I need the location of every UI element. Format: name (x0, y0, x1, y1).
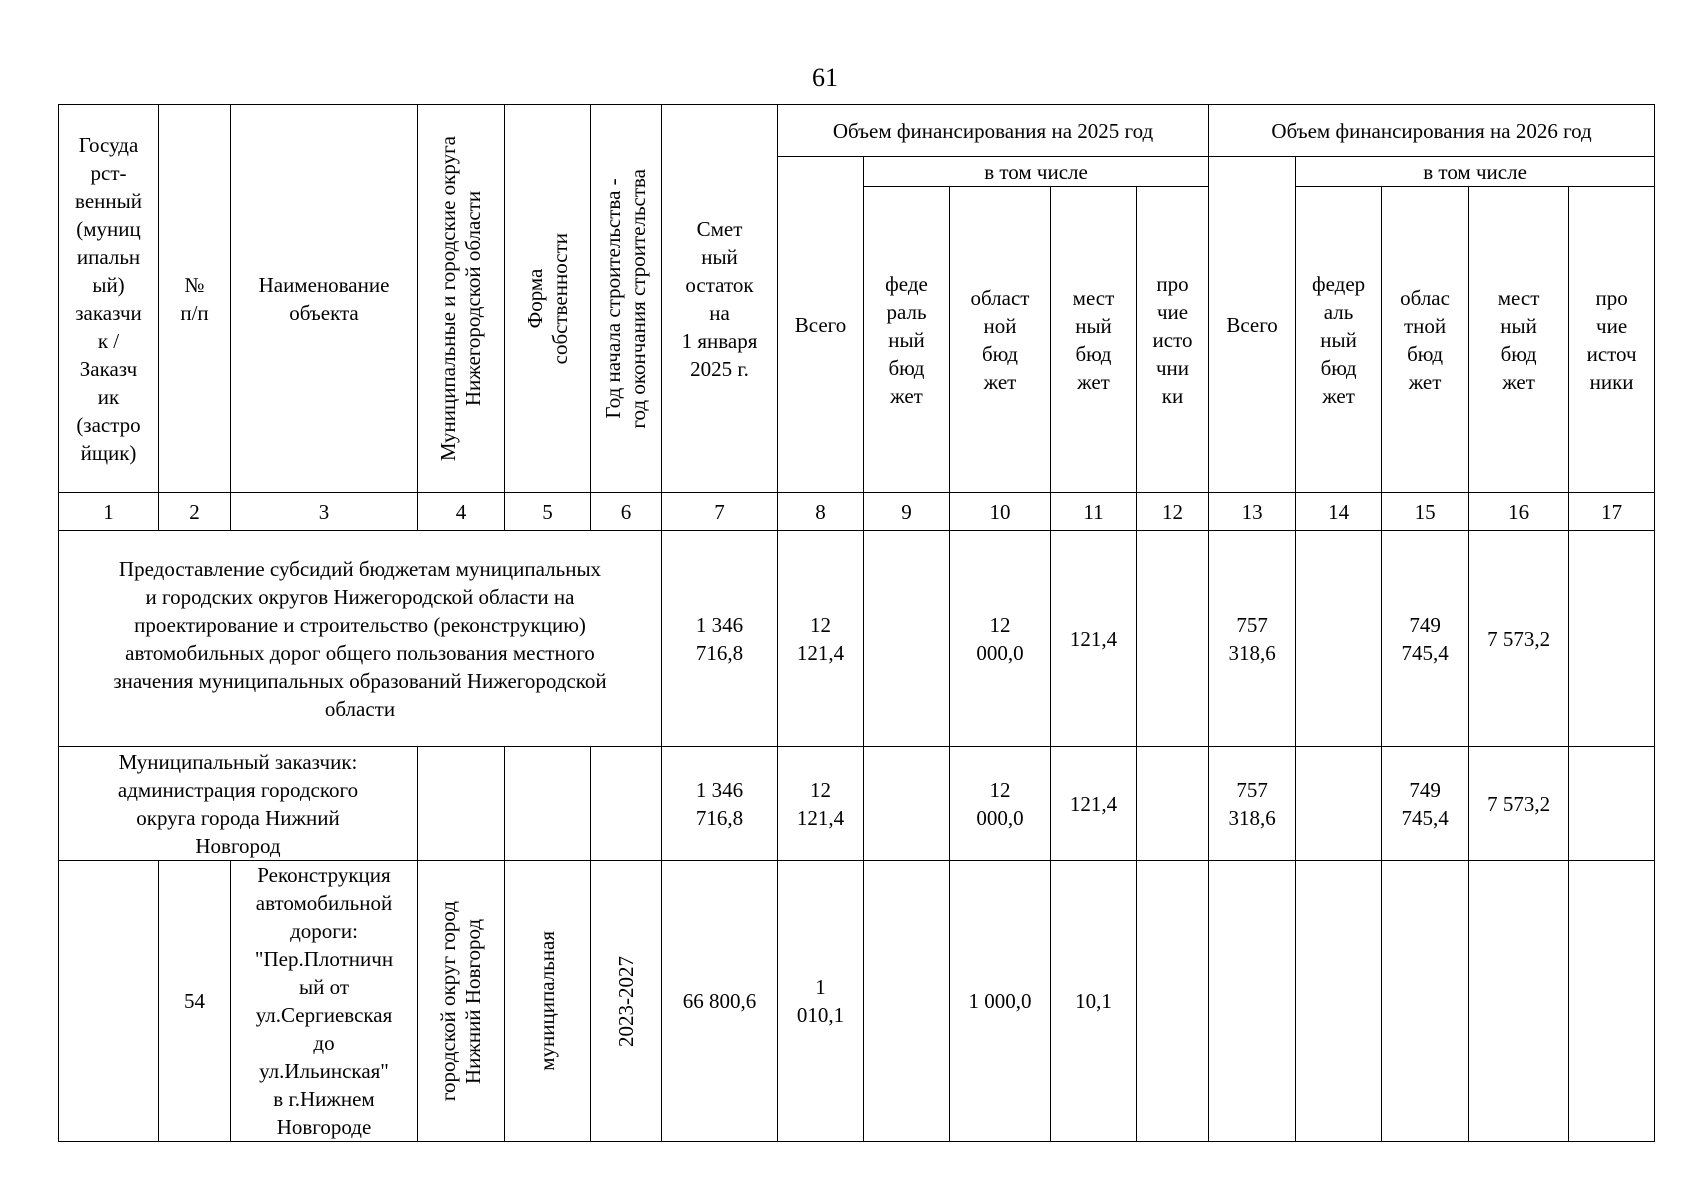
customer-row (59, 747, 1655, 861)
section-title: Предоставление субсидий бюджетам муниципальных и городских округов Нижегородской области на проектирование и строительство (реконструкцию) автомобильных дорог общего пользования местного значения муниципальных образований Нижегородской области (59, 531, 662, 747)
customer-fed-2026 (1296, 747, 1382, 861)
customer-years (591, 747, 662, 861)
object-oth-2026 (1569, 861, 1655, 1142)
column-number: 16 (1469, 493, 1569, 531)
object-oth-2025 (1137, 861, 1209, 1142)
object-reg-2026 (1382, 861, 1469, 1142)
section-fed-2026 (1296, 531, 1382, 747)
object-name: Реконструкция автомобильной дороги: "Пер.Плотничн ый от ул.Сергиевская до ул.Ильинская" в г.Нижнем Новгороде (231, 861, 418, 1142)
column-number: 10 (950, 493, 1051, 531)
section-row (59, 531, 1655, 747)
column-number: 11 (1051, 493, 1137, 531)
object-loc-2025: 10,1 (1051, 861, 1137, 1142)
column-number: 5 (505, 493, 591, 531)
object-ownership-text: муниципальная (535, 931, 559, 1071)
customer-total-2026: 757 318,6 (1209, 747, 1296, 861)
header-estimate: Смет ный остаток на 1 января 2025 г. (662, 105, 778, 493)
object-loc-2026 (1469, 861, 1569, 1142)
header-municipal-text: Муниципальные и городские округа Нижегородской области (436, 135, 485, 462)
column-number: 4 (418, 493, 505, 531)
column-number: 12 (1137, 493, 1209, 531)
section-oth-2025 (1137, 531, 1209, 747)
column-number: 15 (1382, 493, 1469, 531)
financing-table (58, 104, 1655, 1142)
header-oth-2026: про чие источ ники (1569, 187, 1655, 493)
column-number-row (59, 493, 1655, 531)
object-years (591, 861, 662, 1142)
object-customer (59, 861, 159, 1142)
customer-oth-2025 (1137, 747, 1209, 861)
customer-loc-2026: 7 573,2 (1469, 747, 1569, 861)
header-reg-2026: облас тной бюд жет (1382, 187, 1469, 493)
object-total-2026 (1209, 861, 1296, 1142)
header-ownership (505, 105, 591, 493)
column-number: 9 (864, 493, 950, 531)
header-loc-2026: мест ный бюд жет (1469, 187, 1569, 493)
header-years (591, 105, 662, 493)
object-fed-2025 (864, 861, 950, 1142)
customer-title: Муниципальный заказчик: администрация городского округа города Нижний Новгород (59, 747, 418, 861)
object-municipal (418, 861, 505, 1142)
customer-loc-2025: 121,4 (1051, 747, 1137, 861)
header-incl-2026: в том числе (1296, 157, 1655, 187)
column-number: 6 (591, 493, 662, 531)
customer-estimate: 1 346 716,8 (662, 747, 778, 861)
header-name: Наименование объекта (231, 105, 418, 493)
header-fin-2026: Объем финансирования на 2026 год (1209, 105, 1655, 157)
customer-reg-2025: 12 000,0 (950, 747, 1051, 861)
header-total-2026: Всего (1209, 157, 1296, 493)
column-number: 2 (159, 493, 231, 531)
header-incl-2025: в том числе (864, 157, 1209, 187)
column-number: 3 (231, 493, 418, 531)
header-reg-2025: област ной бюд жет (950, 187, 1051, 493)
header-fed-2026: федер аль ный бюд жет (1296, 187, 1382, 493)
column-number: 8 (778, 493, 864, 531)
customer-ownership (505, 747, 591, 861)
header-loc-2025: мест ный бюд жет (1051, 187, 1137, 493)
header-municipal (418, 105, 505, 493)
object-reg-2025: 1 000,0 (950, 861, 1051, 1142)
section-reg-2026: 749 745,4 (1382, 531, 1469, 747)
header-fed-2025: феде раль ный бюд жет (864, 187, 950, 493)
section-total-2026: 757 318,6 (1209, 531, 1296, 747)
column-number: 17 (1569, 493, 1655, 531)
header-ownership-text: Форма собственности (522, 232, 572, 365)
customer-fed-2025 (864, 747, 950, 861)
section-loc-2025: 121,4 (1051, 531, 1137, 747)
object-ownership (505, 861, 591, 1142)
header-total-2025: Всего (778, 157, 864, 493)
object-fed-2026 (1296, 861, 1382, 1142)
customer-total-2025: 12 121,4 (778, 747, 864, 861)
object-row (59, 861, 1655, 1142)
customer-reg-2026: 749 745,4 (1382, 747, 1469, 861)
section-loc-2026: 7 573,2 (1469, 531, 1569, 747)
object-municipal-text: городской округ город Нижний Новгород (436, 900, 485, 1102)
header-num: № п/п (159, 105, 231, 493)
section-estimate: 1 346 716,8 (662, 531, 778, 747)
object-total-2025: 1 010,1 (778, 861, 864, 1142)
column-number: 1 (59, 493, 159, 531)
customer-municipal (418, 747, 505, 861)
object-estimate: 66 800,6 (662, 861, 778, 1142)
section-fed-2025 (864, 531, 950, 747)
header-oth-2025: про чие исто чни ки (1137, 187, 1209, 493)
section-reg-2025: 12 000,0 (950, 531, 1051, 747)
section-oth-2026 (1569, 531, 1655, 747)
object-num: 54 (159, 861, 231, 1142)
header-fin-2025: Объем финансирования на 2025 год (778, 105, 1209, 157)
header-customer: Госуда рст- венный (муниц ипальн ый) заказчи к / Заказч ик (застро йщик) (59, 105, 159, 493)
page-number: 61 (812, 63, 838, 92)
header-row-1 (59, 105, 1655, 157)
object-years-text: 2023-2027 (613, 955, 638, 1047)
header-years-text: Год начала строительства - год окончания строительства (601, 168, 650, 429)
column-number: 13 (1209, 493, 1296, 531)
column-number: 14 (1296, 493, 1382, 531)
column-number: 7 (662, 493, 778, 531)
customer-oth-2026 (1569, 747, 1655, 861)
section-total-2025: 12 121,4 (778, 531, 864, 747)
